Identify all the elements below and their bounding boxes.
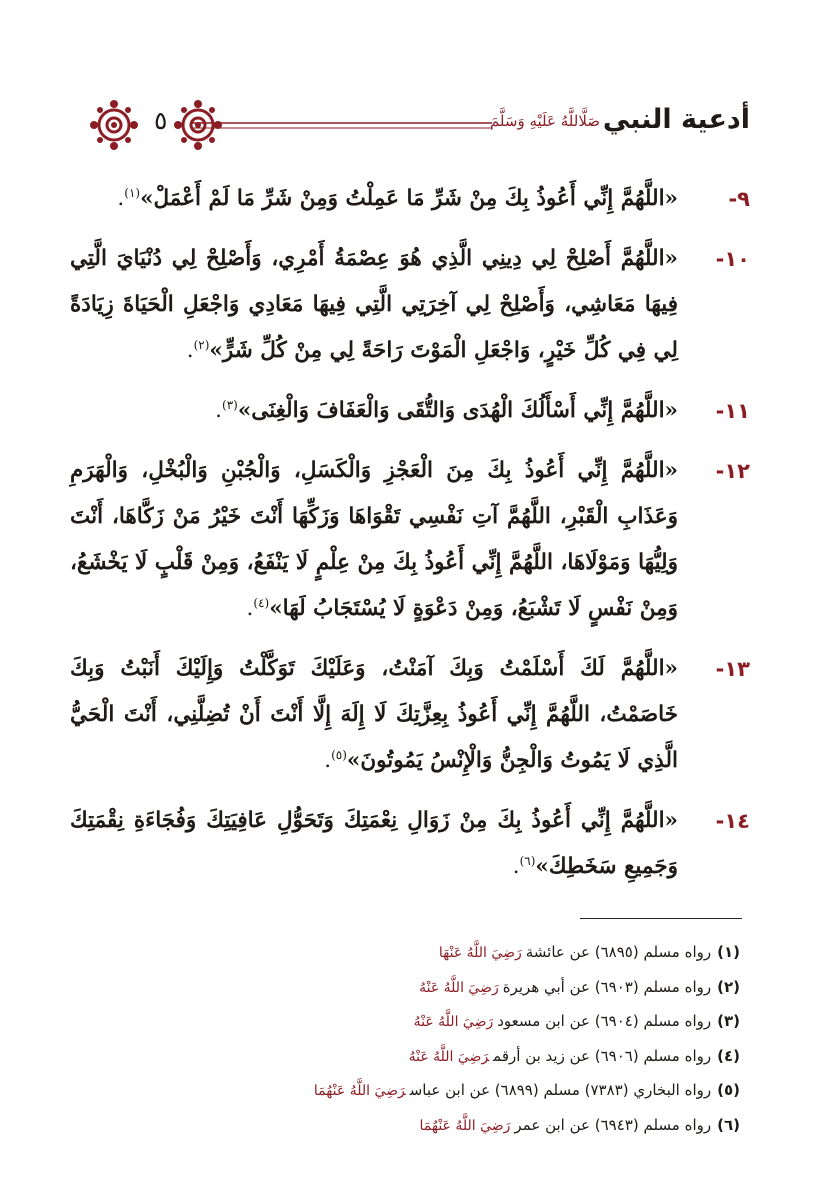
footnote-honorific: رَضِيَ اللَّهُ عَنْهُ [413,1014,494,1030]
sentence-end: . [215,398,223,423]
sentence-end: . [117,186,125,211]
footnote-separator [580,918,742,919]
supplication-item [70,798,750,890]
footnote-text: رواه مسلم (٦٨٩٥) عن عائشة [525,943,712,961]
page-number: ٥ [154,106,168,135]
footnote-honorific: رَضِيَ اللَّهُ عَنْهُمَا [419,1117,511,1134]
supplication-text: «اللَّهُمَّ إِنِّي أَعُوذُ بِكَ مِنْ شَرِّ مَا عَمِلْتُ وَمِنْ شَرِّ مَا لَمْ أَعْمَلْ» [140,186,678,211]
sentence-end: . [324,748,332,773]
sentence-end: . [186,338,194,363]
footnote-honorific: رَضِيَ اللَّهُ عَنْهَا [438,945,522,961]
footnote-honorific: رَضِيَ اللَّهُ عَنْهُمَا [313,1083,406,1099]
supplication-item [70,176,750,222]
item-number: ١١- [715,399,750,423]
supplication-text: «اللَّهُمَّ لَكَ أَسْلَمْتُ وَبِكَ آمَنْتُ، وَعَلَيْكَ تَوَكَّلْتُ وَإِلَيْكَ أَنَبْتُ وَبِكَ خَاصَمْتُ، اللَّهُمَّ إِنِّي أَعُوذُ بِعِزَّتِكَ لَا إِلَهَ إِلَّا أَنْتَ أَنْ تُضِلَّنِي، أَنْتَ الْحَيُّ الَّذِي لَا يَمُوتُ وَالْجِنُّ وَالْإِنْسُ يَمُوتُونَ» [70,656,678,773]
footnote-ref[interactable]: (٤) [253,595,270,610]
footnote-number: (١) [717,943,740,961]
footnote-text: رواه مسلم (٦٩٠٤) عن ابن مسعود [497,1012,712,1030]
item-number: ١٢- [715,459,750,483]
footnote-text: رواه مسلم (٦٩٠٣) عن أبي هريرة [502,977,712,996]
footnote-number: (٦) [717,1115,740,1134]
supplication-item [70,646,750,784]
footnote-text: رواه مسلم (٦٩٠٦) عن زيد بن أرقم [493,1046,712,1065]
header-rule [192,120,492,132]
sentence-end: . [512,854,520,879]
footnote [80,1040,740,1075]
footnote-number: (٣) [717,1012,740,1030]
supplication-text: «اللَّهُمَّ إِنِّي أَسْأَلُكَ الْهُدَى وَالتُّقَى وَالْعَفَافَ وَالْغِنَى» [237,398,678,423]
item-number: ٩- [728,187,750,211]
footnote-ref[interactable]: (٥) [331,747,347,762]
supplication-list [70,176,750,904]
supplication-text: «اللَّهُمَّ إِنِّي أَعُوذُ بِكَ مِنْ زَوَالِ نِعْمَتِكَ وَتَحَوُّلِ عَافِيَتِكَ وَفُجَاءَةِ نِقْمَتِكَ وَجَمِيعِ سَخَطِكَ» [70,808,678,879]
footnote-ref[interactable]: (١) [124,185,141,200]
footnote-honorific: رَضِيَ اللَّهُ عَنْهُ [419,979,499,996]
footnotes [80,936,740,1143]
footnote [80,936,740,971]
item-number: ١٠- [715,247,750,271]
footnote-honorific: رَضِيَ اللَّهُ عَنْهُ [408,1048,490,1065]
supplication-item [70,388,750,434]
sentence-end: . [246,596,254,621]
supplication-item [70,236,750,374]
footnote-ref[interactable]: (٢) [193,337,210,352]
footnote-ref[interactable]: (٣) [222,397,238,412]
supplication-item [70,448,750,632]
supplication-text: «اللَّهُمَّ أَصْلِحْ لِي دِينِي الَّذِي هُوَ عِصْمَةُ أَمْرِي، وَأَصْلِحْ لِي دُنْيَايَ الَّتِي فِيهَا مَعَاشِي، وَأَصْلِحْ لِي آخِرَتِي الَّتِي فِيهَا مَعَادِي وَاجْعَلِ الْحَيَاةَ زِيَادَةً لِي فِي كُلِّ خَيْرٍ، وَاجْعَلِ الْمَوْتَ رَاحَةً لِي مِنْ كُلِّ شَرٍّ» [70,246,678,363]
item-number: ١٣- [715,657,750,681]
page-title: أدعية النبي [602,104,750,135]
item-number: ١٤- [715,809,750,833]
supplication-text: «اللَّهُمَّ إِنِّي أَعُوذُ بِكَ مِنَ الْعَجْزِ وَالْكَسَلِ، وَالْجُبْنِ وَالْبُخْلِ، وَالْهَرَمِ وَعَذَابِ الْقَبْرِ، اللَّهُمَّ آتِ نَفْسِي تَقْوَاهَا وَزَكِّهَا أَنْتَ خَيْرُ مَنْ زَكَّاهَا، أَنْتَ وَلِيُّهَا وَمَوْلَاهَا، اللَّهُمَّ إِنِّي أَعُوذُ بِكَ مِنْ عِلْمٍ لَا يَنْفَعُ، وَمِنْ قَلْبٍ لَا يَخْشَعُ، وَمِنْ نَفْسٍ لَا تَشْبَعُ، وَمِنْ دَعْوَةٍ لَا يُسْتَجَابُ لَهَا» [70,458,678,621]
footnote-ref[interactable]: (٦) [519,853,536,868]
footnote-text: رواه البخاري (٧٣٨٣) مسلم (٦٨٩٩) عن ابن عباس [409,1081,712,1099]
footnote-text: رواه مسلم (٦٩٤٣) عن ابن عمر [514,1115,712,1134]
footnote-number: (٥) [717,1081,740,1099]
footnote [80,1109,740,1144]
floral-ornament-icon [172,98,224,152]
footnote [80,1005,740,1040]
footnote-number: (٢) [717,977,740,996]
footnote [80,1074,740,1109]
footnote-number: (٤) [717,1046,740,1065]
floral-ornament-icon [88,98,140,152]
page-header [88,92,750,156]
honorific-text: صَلَّاللَّهُ عَلَيْهِ وَسَلَّمَ [489,112,600,130]
footnote [80,971,740,1006]
